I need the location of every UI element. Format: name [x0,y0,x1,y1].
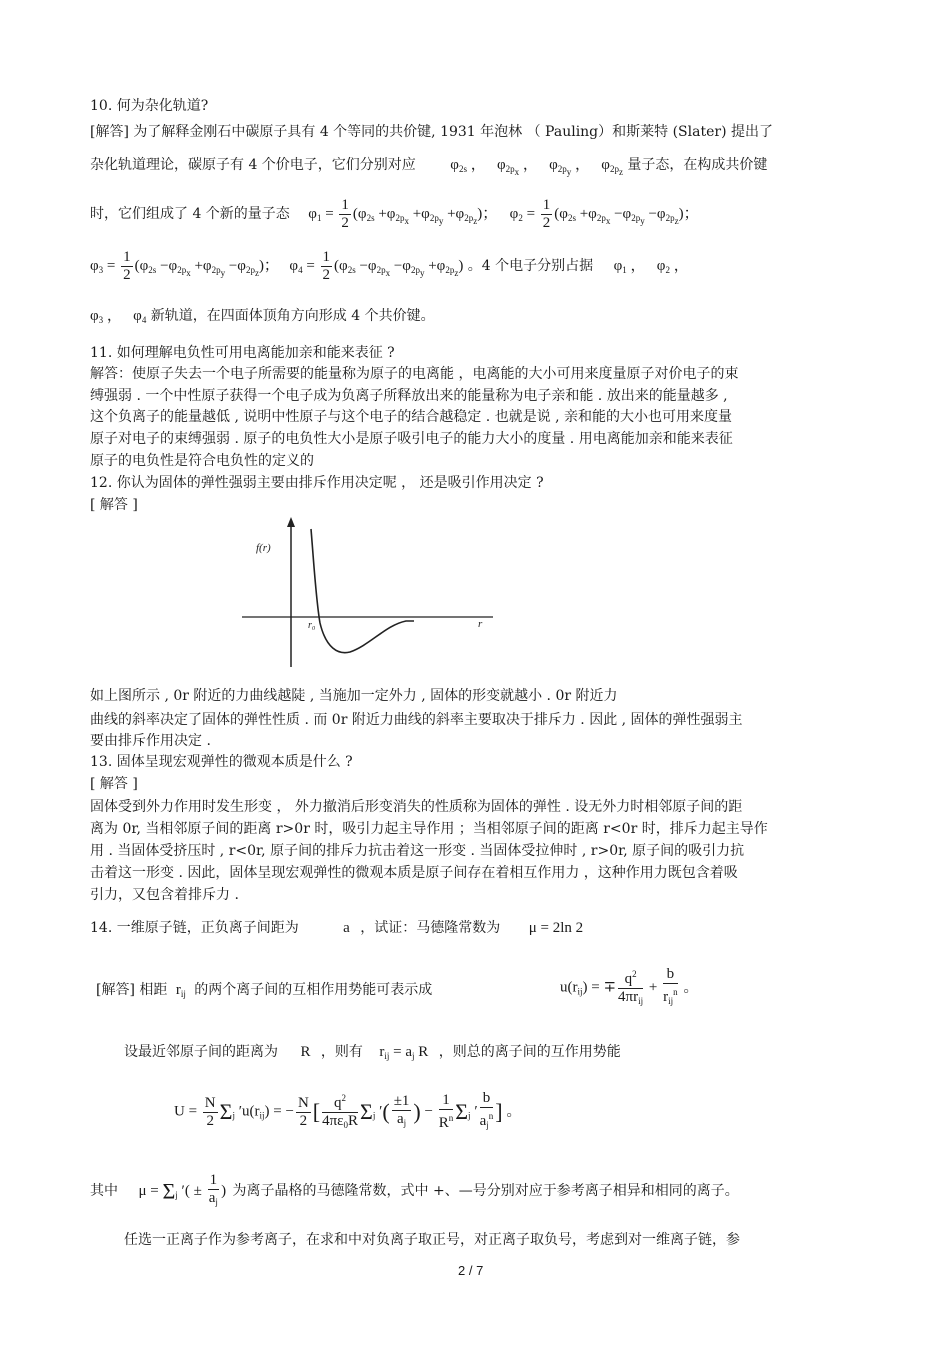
q13-line-3: 用 . 当固体受挤压时 , r<0r, 原子间的排斥力抗击着这一形变 . 当固体受拉伸时 , r>0r, 原子间的吸引力抗 [90,843,745,859]
q14-answer-text-2: 的两个离子间的互相作用势能可表示成 [194,982,433,998]
q11-line-3: 缚强弱 . 一个中性原子获得一个电子成为负离子所释放出来的能量称为电子亲和能 . 放出来的能量越多 , [90,388,728,404]
rij-relation: $r_{ij} = a_j$ R [379,1044,429,1061]
q10-line-2-tail: 量子态，在构成共价键 [627,157,768,173]
phi3-equation: $\varphi_3$ = $\frac{1}{2}$ $(\varphi_{2s} -\varphi_{2p_x} +\varphi_{2p_y} -\varphi_{2p_z})$； [90,249,279,283]
q14-nearest-text-3: ，则总的离子间的互作用势能 [438,1044,621,1060]
q14-title [90,918,583,938]
phi4-equation: $\varphi_4$ = $\frac{1}{2}$ $(\varphi_{2s} -\varphi_{2p_x} -\varphi_{2p_y} +\varphi_{2p_z})$ [289,249,464,283]
q14-nearest-text: 设最近邻原子间的距离为 [124,1044,278,1060]
madelung-equation: μ = 2ln 2 [528,920,584,936]
phi-list-b: $\varphi_3$ ， $\varphi_4$ [90,308,147,325]
orbital-list: $\varphi_{2s}$ ， $\varphi_{2p_x}$ ， $\varphi_{2p_y}$ ， $\varphi_{2p_z}$ [450,157,623,177]
q14-answer-text: [解答] 相距 [96,982,168,998]
force-curve-graph [238,515,498,670]
q10-title: 10. 何为杂化轨道? [90,98,209,114]
page-number: 2 / 7 [458,1263,484,1278]
q14-answer-line [96,980,432,1004]
q12-line-1: 如上图所示 , 0r 附近的力曲线越陡 , 当施加一定外力 , 固体的形变就越小 . 0r 附近力 [90,688,618,704]
q13-title: 13. 固体呈现宏观弹性的微观本质是什么 ? [90,754,353,770]
q14-spacing-a: a [343,920,350,936]
q14-nearest-text-2: ，则有 [320,1044,363,1060]
phi1-equation: $\varphi_1$ = $\frac{1}{2}$ $(\varphi_{2s} +\varphi_{2p_x} +\varphi_{2p_y} +\varphi_{2p_z})$； [308,197,498,231]
q14-last-line: 任选一正离子作为参考离子，在求和中对负离子取正号，对正离子取负号，考虑到对一维离子链，参 [124,1232,740,1248]
q11-line-1: 11. 如何理解电负性可用电离能加亲和能来表征 ? [90,345,395,361]
q14-madelung-line [90,1172,739,1211]
q10-line-4-text: 。4 个电子分别占据 [467,257,594,274]
q13-answer-label: [ 解答 ] [90,776,138,792]
q12-title: 12. 你认为固体的弹性强弱主要由排斥作用决定呢 ， 还是吸引作用决定 ? [90,475,544,491]
q12-line-3: 要由排斥作用决定 . [90,733,211,749]
force-curve [311,529,414,653]
graph-xlabel: r [478,618,483,630]
q14-madelung-text: 其中 [90,1182,118,1199]
q13-line-4: 击着这一形变 . 因此，固体呈现宏观弹性的微观本质是原子间存在着相互作用力 ，这种作用力既包含着吸 [90,865,738,881]
q10-line-3-text: 时，它们组成了 4 个新的量子态 [90,205,290,222]
q12-line-2: 曲线的斜率决定了固体的弹性性质 . 而 0r 附近力曲线的斜率主要取决于排斥力 . 因此 , 固体的弹性强弱主 [90,712,743,728]
phi2-equation: $\varphi_2$ = $\frac{1}{2}$ $(\varphi_{2s} +\varphi_{2p_x} -\varphi_{2p_y} -\varphi_{2p_z})$； [509,197,699,231]
q11-line-6: 原子的电负性是符合电负性的定义的 [90,453,314,469]
q14-title-text-2: ，试证：马德隆常数为 [360,920,501,936]
q10-line-2 [90,155,767,182]
total-potential-end: 。 [506,1103,522,1120]
q10-line-1: [解答] 为了解释金刚石中碳原子具有 4 个等同的共价键, 1931 年泡林 （ Pauling）和斯莱特 (Slater) 提出了 [90,124,773,140]
q10-line-4 [90,249,689,284]
q10-line-2-text: 杂化轨道理论，碳原子有 4 个价电子，它们分别对应 [90,157,416,173]
madelung-definition: $\mu = \Sigma_j$ ′( ± $\frac{1}{a_j}$ ) [138,1172,227,1207]
graph-r0-label: r₀ [308,620,316,631]
graph-ylabel: f(r) [256,542,271,554]
total-potential-equation: U = $\frac{N}{2}$ $\Sigma_j$ $'u(r_{ij})$ = − $\frac{N}{2}$ [ $\frac{q^2}{4\pi\varepsilon_0R}$ $\Sigma_j$ ′( $\frac{\pm 1}{a_j}$ ) − $\frac{1}{R^n}$ $\Sigma_j$ ′ $\frac{b}{a_j^n}$ ] 。 [174,1090,522,1131]
q13-line-5: 引力，又包含着排斥力 . [90,887,239,903]
q14-nearest-line [124,1042,621,1066]
rij-symbol: $r_{ij}$ [175,982,186,999]
phi-list-a: $\varphi_1$ ， $\varphi_2$ ， [613,257,689,275]
q11-line-4: 这个负离子的能量越低 , 说明中性原子与这个电子的结合越稳定 . 也就是说 , 亲和能的大小也可用来度量 [90,409,733,425]
y-axis-arrow [287,517,295,527]
q10-line-5-text: 新轨道，在四面体顶角方向形成 4 个共价键。 [150,308,435,324]
q13-line-1: 固体受到外力作用时发生形变 ， 外力撤消后形变消失的性质称为固体的弹性 . 设无外力时相邻原子间的距 [90,799,743,815]
q13-line-2: 离为 0r, 当相邻原子间的距离 r>0r 时，吸引力起主导作用 ；当相邻原子间的距离 r<0r 时，排斥力起主导作 [90,821,768,837]
q12-answer-label: [ 解答 ] [90,497,138,513]
pair-potential-end: 。 [683,979,699,996]
q10-line-3 [90,197,699,232]
q11-line-2: 解答：使原子失去一个电子所需要的能量称为原子的电离能 ，电离能的大小可用来度量原子对价电子的束 [90,366,739,382]
q11-line-5: 原子对电子的束缚强弱 . 原子的电负性大小是原子吸引电子的能力大小的度量 . 用电离能加亲和能来表征 [90,431,733,447]
q10-line-5 [90,306,435,330]
pair-potential-equation: $u(r_{ij})$ = ∓ $\frac{q^2}{4\pi r_{ij}}$ + $\frac{b}{r_{ij}^n}$ 。 [560,966,699,1006]
r-symbol: R [300,1044,311,1060]
q14-madelung-text-2: 为离子晶格的马德隆常数，式中 +、—号分别对应于参考离子相异和相同的离子。 [232,1182,739,1199]
q14-title-text: 14. 一维原子链，正负离子间距为 [90,920,299,936]
